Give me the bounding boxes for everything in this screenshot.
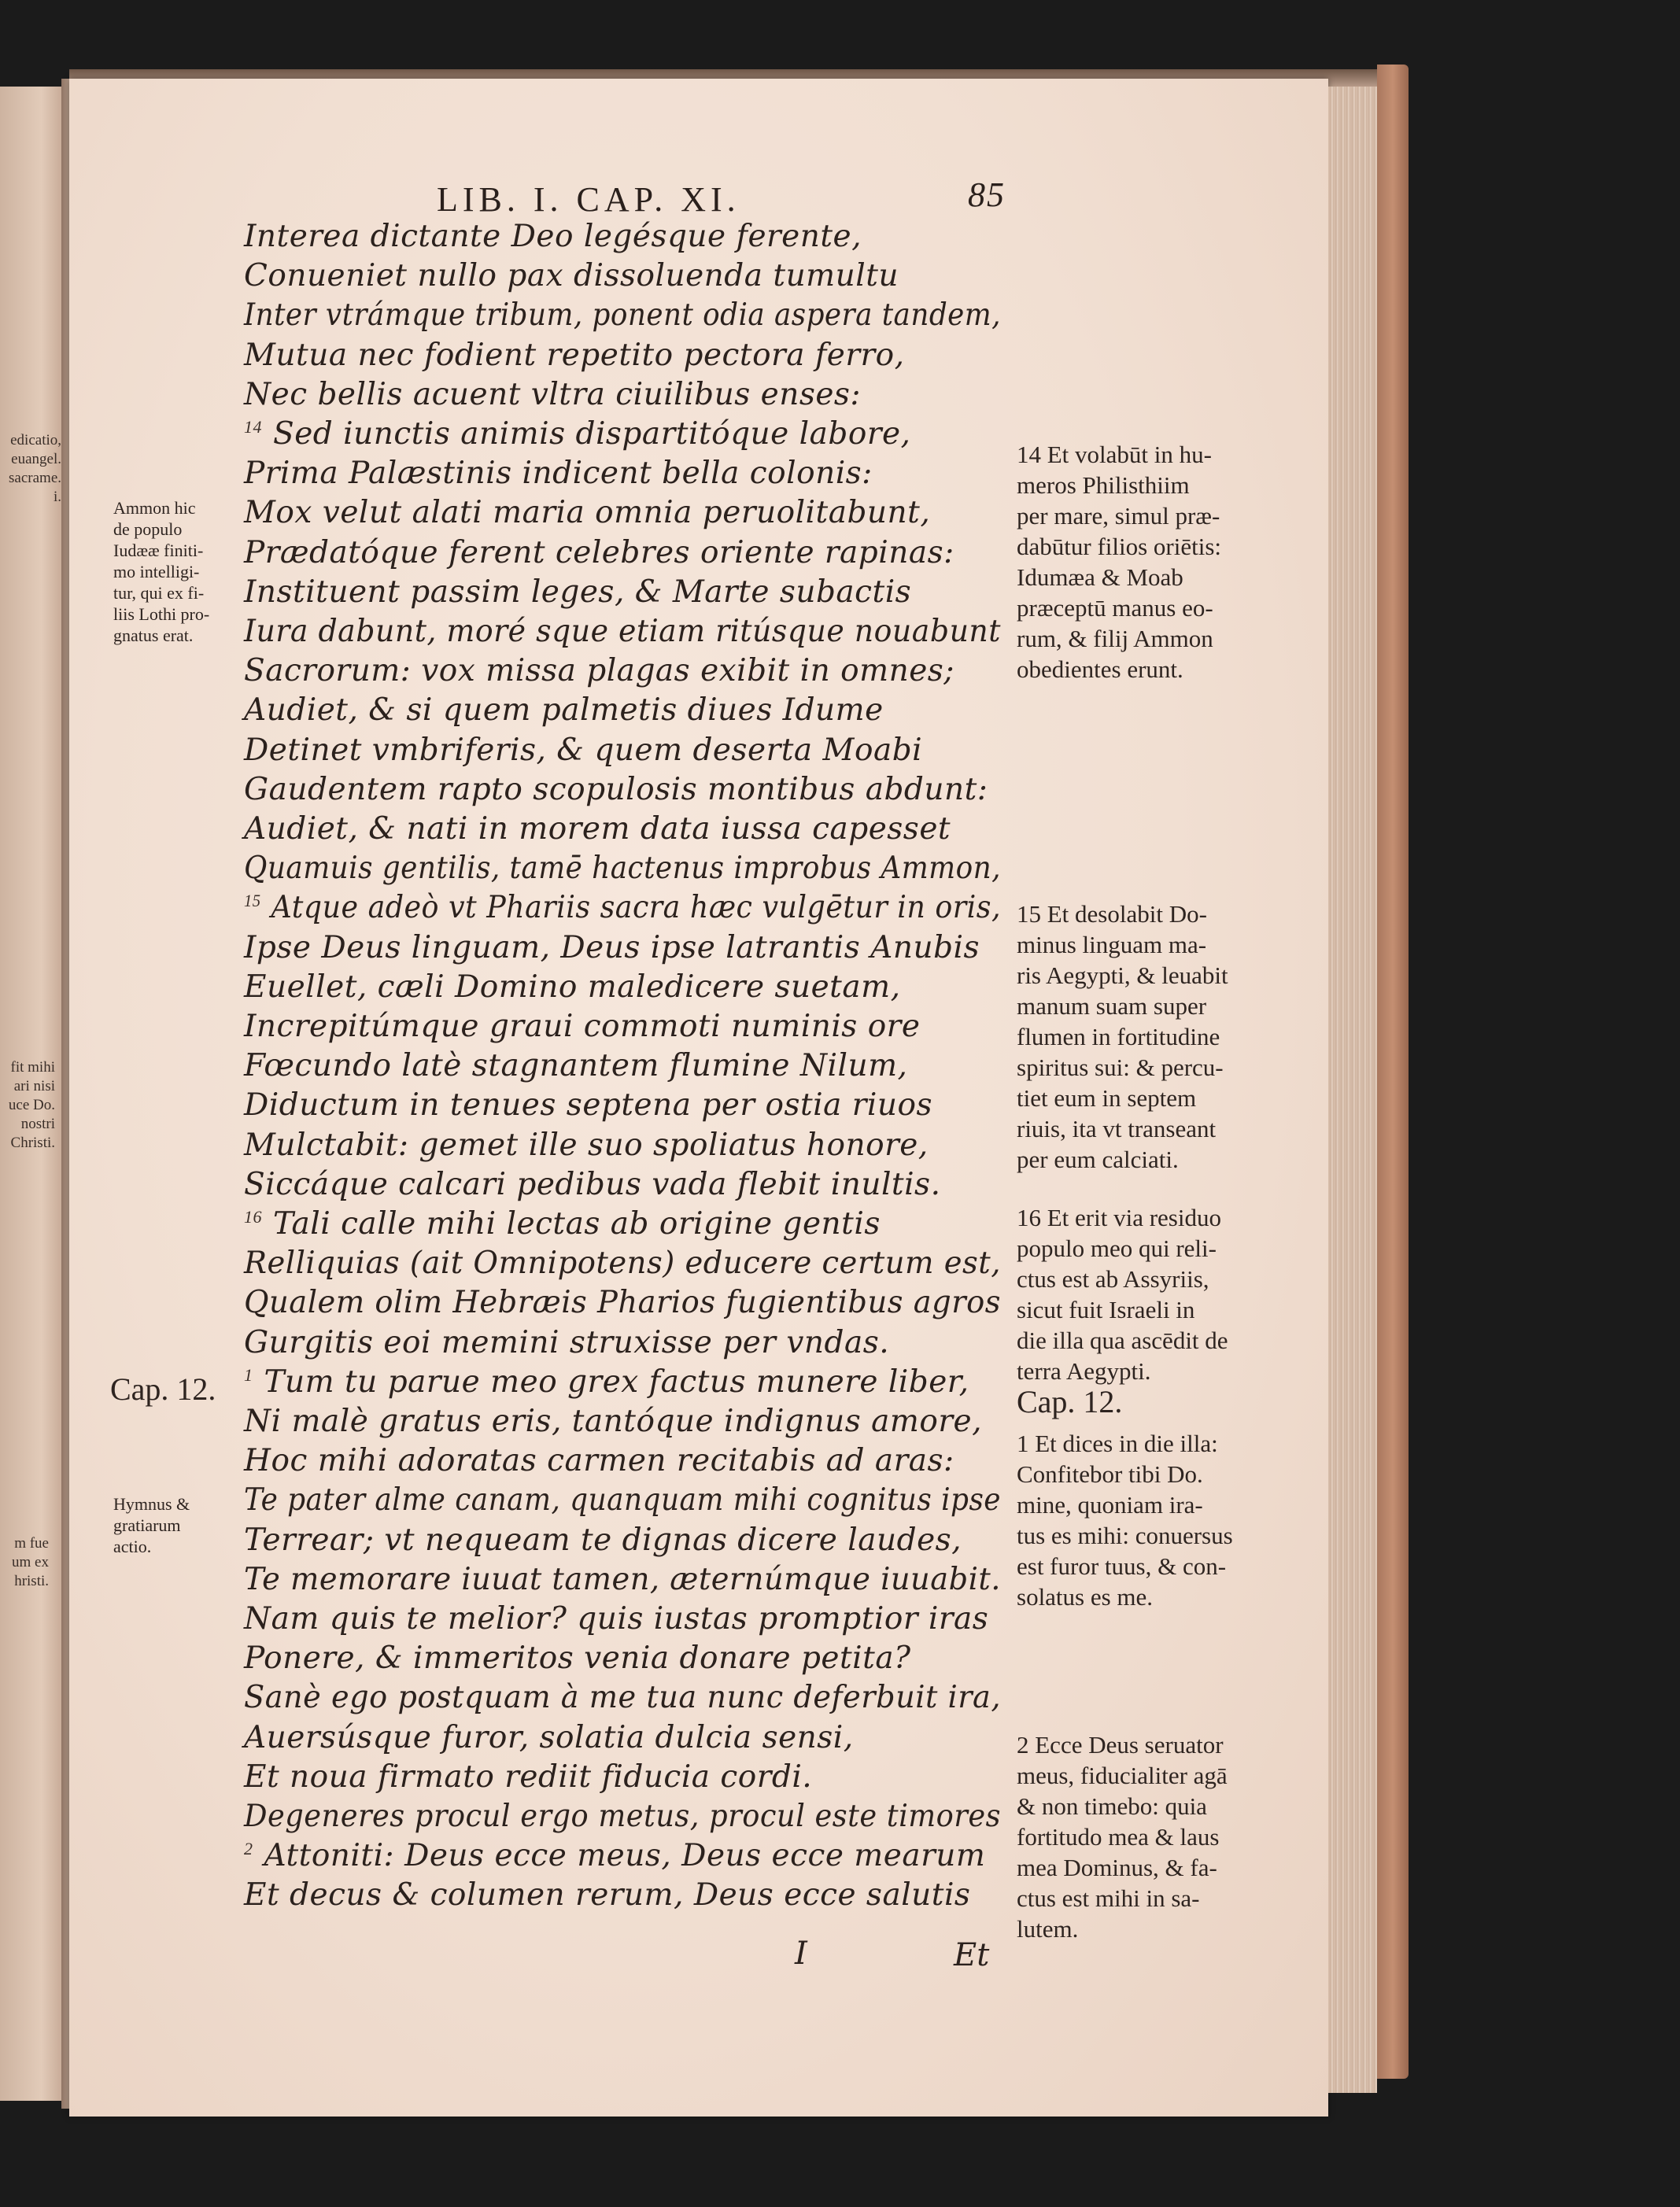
verse-line [244, 258, 899, 293]
verse-line [244, 1720, 854, 1755]
verse-text: Qualem olim Hebræis Pharios fugientibus agros [244, 1285, 1001, 1321]
verse-text: Increpitúmque graui commoti numinis ore [244, 1009, 921, 1044]
verse-line [244, 692, 884, 728]
verse-line [244, 219, 862, 254]
verse-line [244, 733, 922, 768]
verse-number: 2 [244, 1839, 253, 1859]
verse-line [244, 1285, 1001, 1320]
running-title: LIB. I. CAP. XI. [437, 180, 740, 219]
verse-text: Gurgitis eoi memini struxisse per vndas. [244, 1324, 890, 1360]
verse-text: Te pater alme canam, quanquam mihi cognitus ipse [244, 1482, 1001, 1519]
page-block-edge [1328, 87, 1377, 2093]
signature-mark: I [795, 1936, 807, 1972]
vulgate-note-12-2: 2 Ecce Deus seruator meus, fiducialiter agā & non timebo: quia fortitudo mea & laus mea Dominus, & fa- ctus est mihi in sa- lutem. [1017, 1731, 1228, 1943]
verse-line [244, 653, 954, 688]
verse-text: Diductum in tenues septena per ostia riuos [244, 1087, 932, 1124]
verse-line [244, 1167, 940, 1202]
vulgate-chapter-12-heading: Cap. 12. [1017, 1384, 1123, 1419]
verse-line [244, 1838, 985, 1873]
verse-text: Euellet, cæli Domino maledicere suetam, [244, 969, 901, 1005]
verse-line [244, 1759, 812, 1795]
facing-page-note-3: m fue um ex hristi. [12, 1535, 49, 1589]
verse-line [244, 969, 900, 1005]
verse-text: Ipse Deus linguam, Deus ipse latrantis Anubis [244, 929, 980, 965]
verse-text: Degeneres procul ergo metus, procul este timores [244, 1799, 1001, 1834]
verse-text: Detinet vmbriferis, & quem deserta Moabi [244, 732, 923, 768]
verse-line [244, 1601, 988, 1637]
verse-text: Mulctabit: gemet ille suo spoliatus honore, [244, 1127, 929, 1163]
verse-text: Te memorare iuuat tamen, æternúmque iuuabit. [244, 1561, 1001, 1597]
marginal-note-hymnus: Hymnus & gratiarum actio. [113, 1494, 190, 1556]
verse-number: 15 [244, 891, 261, 911]
verse-line [244, 1325, 889, 1360]
verse-line [244, 1680, 1001, 1715]
verse-number: 1 [244, 1364, 253, 1385]
verse-text: Auersúsque furor, solatia dulcia sensi, [244, 1719, 854, 1755]
verse-line [244, 495, 930, 530]
verse-line [244, 1364, 969, 1400]
verse-text: Prædatóque ferent celebres oriente rapinas: [244, 534, 954, 570]
verse-line [244, 1522, 962, 1558]
verse-line [244, 1127, 929, 1163]
verse-text: Nec bellis acuent vltra ciuilibus enses: [244, 376, 862, 412]
chapter-12-marker: Cap. 12. [110, 1371, 216, 1407]
page-number: 85 [968, 175, 1006, 214]
verse-text: Sanè ego postquam à me tua nunc deferbuit ira, [244, 1680, 1001, 1716]
verse-text: Attoniti: Deus ecce meus, Deus ecce mearum [264, 1838, 986, 1874]
verse-line [244, 297, 1001, 333]
verse-text: Quamuis gentilis, tamē hactenus improbus Ammon, [244, 851, 1001, 887]
verse-text: Audiet, & si quem palmetis diues Idume [244, 692, 884, 729]
verse-line [244, 456, 873, 491]
verse-line [244, 1087, 932, 1123]
marginal-note-ammon: Ammon hic de populo Iudææ finiti- mo intelligi- tur, qui ex fi- liis Lothi pro- gnatus erat. [113, 498, 210, 645]
verse-text: Relliquias (ait Omnipotens) educere certum est, [244, 1246, 1001, 1282]
verse-text: Interea dictante Deo legésque ferente, [244, 219, 862, 254]
verse-line [244, 1206, 881, 1242]
verse-line [244, 1482, 1001, 1518]
verse-text: Sacrorum: vox missa plagas exibit in omnes; [244, 653, 954, 689]
verse-text: Mox velut alati maria omnia peruolitabunt, [244, 495, 931, 531]
verse-line [244, 614, 1001, 649]
verse-text: Iura dabunt, moré sque etiam ritúsque nouabunt [244, 614, 1001, 649]
catchword: Et [954, 1937, 990, 1973]
verse-text: Gaudentem rapto scopulosis montibus abdunt: [244, 771, 988, 807]
verse-line [244, 1404, 982, 1439]
verse-text: Nam quis te melior? quis iustas promptior iras [244, 1601, 989, 1637]
verse-line [244, 338, 905, 373]
vulgate-note-14: 14 Et volabūt in hu- meros Philisthiim per mare, simul præ- dabūtur filios oriētis: Idumæa & Moab præceptū manus eo- rum, & filij Ammon obedientes erunt. [1017, 441, 1222, 683]
verse-text: Audiet, & nati in morem data iussa capesset [244, 811, 951, 847]
verse-text: Ponere, & immeritos venia donare petita? [244, 1640, 911, 1677]
verse-text: Inter vtrámque tribum, ponent odia aspera tandem, [244, 297, 1001, 334]
verse-text: Et noua firmato rediit fiducia cordi. [244, 1759, 813, 1795]
verse-line [244, 416, 910, 452]
facing-page-note-2: fit mihi ari nisi uce Do. nostri Christi. [8, 1059, 55, 1151]
verse-text: Instituent passim leges, & Marte subactis [244, 574, 912, 610]
verse-text: Tali calle mihi lectas ab origine gentis [273, 1206, 881, 1242]
vulgate-note-12-1: 1 Et dices in die illa: Confitebor tibi Do. mine, quoniam ira- tus es mihi: conuersus est furor tuus, & con- solatus es me. [1017, 1430, 1233, 1611]
verse-line [244, 574, 911, 610]
verse-text: Sed iunctis animis dispartitóque labore, [273, 416, 911, 452]
verse-line [244, 1562, 1001, 1597]
verse-line [244, 1443, 954, 1478]
verse-text: Ni malè gratus eris, tantóque indignus amore, [244, 1404, 982, 1439]
verse-number: 14 [244, 417, 262, 437]
verse-text: Atque adeò vt Phariis sacra hæc vulgētur in oris, [271, 890, 1001, 926]
verse-text: Et decus & columen rerum, Deus ecce salutis [244, 1877, 971, 1914]
verse-line [244, 930, 980, 965]
verse-text: Conueniet nullo pax dissoluenda tumultu [244, 258, 899, 294]
verse-line [244, 1246, 1001, 1281]
verse-line [244, 811, 951, 847]
verse-text: Fœcundo latè stagnantem flumine Nilum, [244, 1048, 908, 1084]
verse-line [244, 377, 861, 412]
verse-line [244, 1799, 1001, 1834]
verse-line [244, 851, 1001, 886]
verse-line [244, 772, 988, 807]
verse-number: 16 [244, 1207, 262, 1227]
book-cover-edge [1377, 65, 1409, 2079]
verse-text: Tum tu parue meo grex factus munere liber, [264, 1364, 969, 1400]
verse-text: Prima Palæstinis indicent bella colonis: [244, 456, 873, 492]
verse-text: Siccáque calcari pedibus vada flebit inultis. [244, 1166, 941, 1202]
verse-text: Mutua nec fodient repetito pectora ferro, [244, 337, 905, 373]
verse-text: Terrear; vt nequeam te dignas dicere laudes, [244, 1522, 962, 1558]
verse-line [244, 1009, 920, 1044]
facing-page-note-1: edicatio, euangel. sacrame. i. [9, 432, 61, 505]
verse-line [244, 890, 1001, 925]
vulgate-note-15: 15 Et desolabit Do- minus linguam ma- ris Aegypti, & leuabit manum suam super flumen in fortitudine spiritus sui: & percu- tiet eum in septem riuis, ita vt transeant per eum calciati. [1017, 900, 1228, 1173]
verse-text: Hoc mihi adoratas carmen recitabis ad aras: [244, 1443, 954, 1479]
verse-line [244, 1640, 910, 1676]
vulgate-note-16: 16 Et erit via residuo populo meo qui reli- ctus est ab Assyriis, sicut fuit Israeli in die illa qua ascēdit de terra Aegypti. [1017, 1204, 1228, 1385]
verse-line [244, 1048, 907, 1083]
verse-line [244, 535, 954, 570]
verse-line [244, 1877, 970, 1913]
